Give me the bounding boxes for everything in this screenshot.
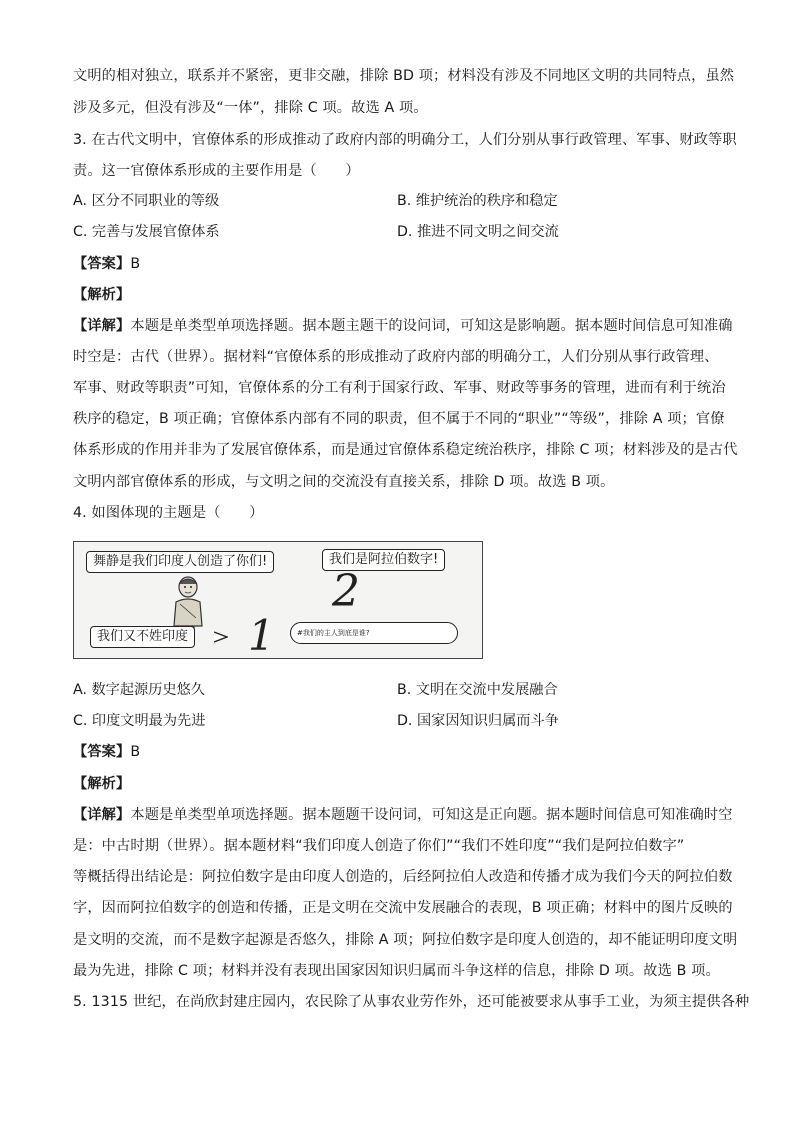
q4-analysis-tag — [73, 774, 130, 794]
q3-option-a: A. 区分不同职业的等级 — [73, 193, 220, 209]
q4-detail-line — [73, 805, 733, 825]
answer-value: B — [130, 744, 141, 760]
question-5-stem: 5. 1315 世纪，在尚欣封建庄园内，农民除了从事农业劳作外，还可能被要求从事手工业，为须主提供各种 — [73, 994, 750, 1010]
speech-bubble-top-left: 舞静是我们印度人创造了你们! — [86, 551, 274, 573]
speech-bubble-top-right: 我们是阿拉伯数字! — [322, 549, 445, 571]
q4-detail-line: 等概括得出结论是：阿拉伯数字是由印度人创造的，后经阿拉伯人改造和传播才成为我们今天的阿拉伯数 — [73, 869, 733, 885]
detail-tag: 【详解】 — [73, 807, 131, 823]
q3-detail-line: 体系形成的作用并非为了发展官僚体系，而是通过官僚体系稳定统治秩序，排除 C 项；材料涉及的是古代 — [73, 442, 738, 458]
text-line: 文明的相对独立，联系并不紧密，更非交融，排除 BD 项；材料没有涉及不同地区文明的共同特点，虽然 — [73, 68, 735, 84]
q3-detail-line: 军事、财政等职责”可知，官僚体系的分工有利于国家行政、军事、财政等事务的管理，进而有利于统治 — [73, 380, 726, 396]
q3-detail-line — [73, 316, 733, 336]
q4-option-c: C. 印度文明最为先进 — [73, 713, 206, 729]
q3-option-b: B. 维护统治的秩序和稳定 — [397, 193, 558, 209]
answer-tag: 【答案】 — [73, 256, 131, 272]
digit-one: 1 — [248, 611, 275, 660]
text-line: 涉及多元，但没有涉及“一体”，排除 C 项。故选 A 项。 — [73, 100, 428, 116]
speech-bubble-bottom-left: 我们又不姓印度 — [90, 626, 195, 648]
q3-option-d: D. 推进不同文明之间交流 — [397, 224, 559, 240]
q4-detail-line: 字，因而阿拉伯数字的创造和传播，正是文明在交流中发展融合的表现，B 项正确；材料中的图片反映的 — [73, 900, 733, 916]
q3-answer — [73, 254, 140, 274]
q3-detail-line: 文明内部官僚体系的形成，与文明之间的交流没有直接关系，排除 D 项。故选 B 项。 — [73, 474, 615, 490]
answer-value: B — [130, 256, 141, 272]
q3-option-c: C. 完善与发展官僚体系 — [73, 224, 220, 240]
q4-option-a: A. 数字起源历史悠久 — [73, 682, 205, 698]
question-4-stem: 4. 如图体现的主题是（ ） — [73, 505, 264, 521]
q4-answer — [73, 742, 140, 762]
question-3-stem: 责。这一官僚体系形成的主要作用是（ ） — [73, 163, 360, 179]
analysis-tag: 【解析】 — [73, 287, 131, 303]
q4-detail-line: 最为先进，排除 C 项；材料并没有表现出国家因知识归属而斗争这样的信息，排除 D 项。故选 B 项。 — [73, 963, 720, 979]
q4-detail-line: 是：中古时期（世界）。据本题材料“我们印度人创造了你们”“我们不姓印度”“我们是阿拉伯数字” — [73, 838, 685, 854]
q3-analysis-tag — [73, 285, 130, 305]
detail-text: 本题是单类型单项选择题。据本题主题干的设问词，可知这是影响题。据本题时间信息可知准确 — [130, 318, 733, 334]
speech-bubble-bottom-right: #我们的主人到底是谁? — [290, 622, 458, 644]
detail-text: 本题是单类型单项选择题。据本题题干设问词，可知这是正向题。据本题时间信息可知准确时空 — [130, 807, 733, 823]
q4-detail-line: 是文明的交流，而不是数字起源是否悠久，排除 A 项；阿拉伯数字是印度人创造的，却不能证明印度文明 — [73, 932, 738, 948]
q3-detail-line: 时空是：古代（世界）。据材料“官僚体系的形成推动了政府内部的明确分工，人们分别从事行政管理、 — [73, 349, 719, 365]
answer-tag: 【答案】 — [73, 744, 131, 760]
cartoon-figure — [73, 541, 483, 659]
woman-character-icon — [166, 574, 210, 632]
analysis-tag: 【解析】 — [73, 776, 131, 792]
q4-option-b: B. 文明在交流中发展融合 — [397, 682, 558, 698]
q4-option-d: D. 国家因知识归属而斗争 — [397, 713, 559, 729]
question-3-stem: 3. 在古代文明中，官僚体系的形成推动了政府内部的明确分工，人们分别从事行政管理、军事、财政等职 — [73, 132, 737, 148]
digit-two: 2 — [332, 566, 360, 617]
detail-tag: 【详解】 — [73, 318, 131, 334]
q3-detail-line: 秩序的稳定，B 项正确；官僚体系内部有不同的职责，但不属于不同的“职业”“等级”，排除 A 项；官僚 — [73, 411, 725, 427]
bubble-tail-icon — [214, 630, 228, 644]
